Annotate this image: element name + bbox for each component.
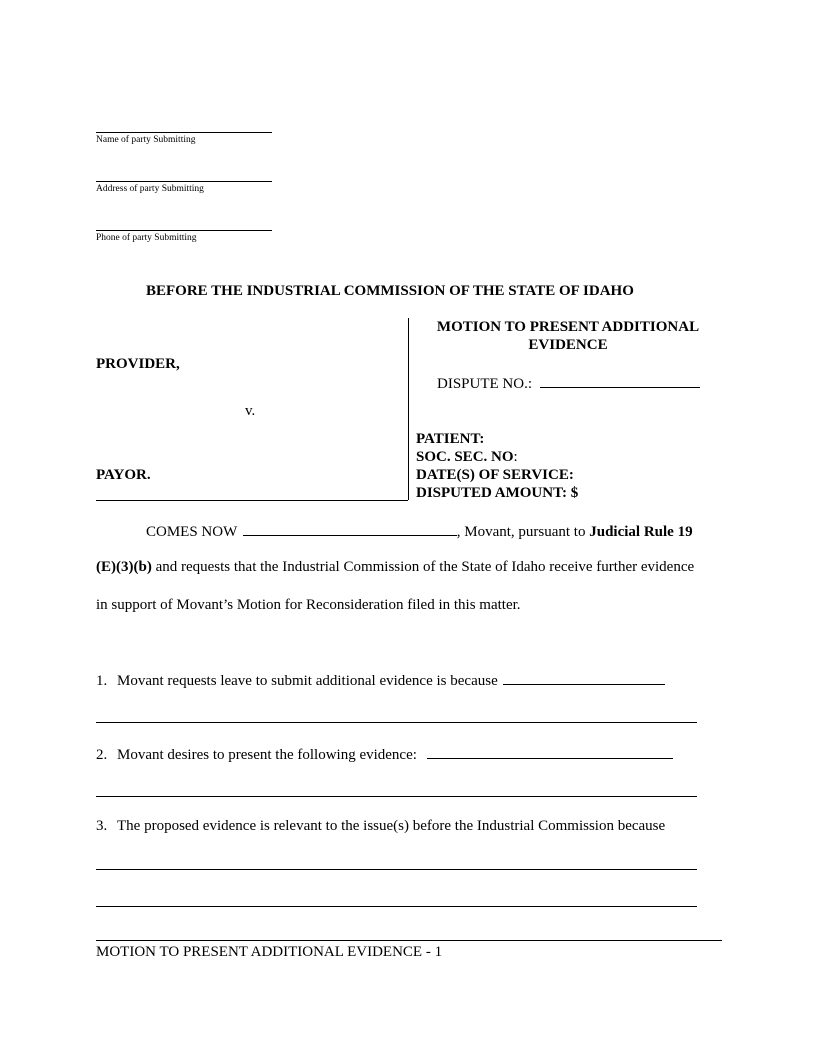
rule-reference-2: (E)(3)(b) bbox=[96, 559, 152, 575]
movant-name-field[interactable] bbox=[243, 521, 457, 536]
provider-label: PROVIDER, bbox=[96, 356, 180, 372]
dispute-no-label: DISPUTE NO.: bbox=[437, 376, 533, 392]
court-heading: BEFORE THE INDUSTRIAL COMMISSION OF THE STATE OF IDAHO bbox=[146, 283, 634, 299]
item-3-text: The proposed evidence is relevant to the issue(s) before the Industrial Commission because bbox=[117, 818, 666, 834]
item-1-number: 1. bbox=[96, 673, 108, 689]
phone-label: Phone of party Submitting bbox=[96, 233, 197, 243]
address-label: Address of party Submitting bbox=[96, 184, 204, 194]
item-2-inline-field[interactable] bbox=[427, 744, 673, 759]
name-label: Name of party Submitting bbox=[96, 135, 196, 145]
item-1-answer-line[interactable] bbox=[96, 722, 697, 723]
motion-title bbox=[418, 318, 718, 354]
comes-now-text: COMES NOW bbox=[146, 524, 237, 540]
payor-label: PAYOR. bbox=[96, 467, 151, 483]
footer-text: MOTION TO PRESENT ADDITIONAL EVIDENCE - 1 bbox=[96, 944, 443, 960]
item-3-answer-line-2[interactable] bbox=[96, 906, 697, 907]
item-2-number: 2. bbox=[96, 747, 108, 763]
versus-label: v. bbox=[245, 403, 256, 419]
soc-sec-colon: : bbox=[513, 449, 518, 465]
disputed-amount-label: DISPUTED AMOUNT: $ bbox=[416, 485, 579, 501]
movant-pursuant-text: , Movant, pursuant to bbox=[456, 524, 586, 540]
soc-sec bbox=[416, 448, 518, 466]
soc-sec-label: SOC. SEC. NO bbox=[416, 449, 514, 465]
phone-line[interactable] bbox=[96, 230, 272, 231]
item-2 bbox=[96, 744, 673, 764]
dispute-no bbox=[437, 373, 700, 393]
dispute-no-field[interactable] bbox=[540, 373, 700, 388]
name-line[interactable] bbox=[96, 132, 272, 133]
footer-rule bbox=[96, 940, 722, 941]
rule-reference-1: Judicial Rule 19 bbox=[589, 524, 693, 540]
caption-bottom-line bbox=[96, 500, 408, 501]
patient-label: PATIENT: bbox=[416, 431, 485, 447]
item-1-inline-field[interactable] bbox=[503, 670, 665, 685]
item-1-text: Movant requests leave to submit additional evidence is because bbox=[117, 673, 498, 689]
item-3-answer-line-1[interactable] bbox=[96, 869, 697, 870]
item-2-text: Movant desires to present the following evidence: bbox=[117, 747, 417, 763]
item-2-answer-line[interactable] bbox=[96, 796, 697, 797]
body-line-2-text: and requests that the Industrial Commission of the State of Idaho receive further evidence bbox=[151, 559, 695, 575]
caption-divider bbox=[408, 318, 409, 500]
item-3-number: 3. bbox=[96, 818, 108, 834]
dates-of-service-label: DATE(S) OF SERVICE: bbox=[416, 467, 574, 483]
item-3 bbox=[96, 817, 665, 835]
motion-title-line1: MOTION TO PRESENT ADDITIONAL bbox=[436, 319, 700, 335]
motion-title-line2: EVIDENCE bbox=[528, 337, 608, 353]
item-1 bbox=[96, 670, 665, 690]
body-line-1 bbox=[146, 521, 693, 541]
body-line-2 bbox=[96, 558, 694, 576]
body-line-3: in support of Movant’s Motion for Reconsideration filed in this matter. bbox=[96, 597, 521, 613]
address-line[interactable] bbox=[96, 181, 272, 182]
